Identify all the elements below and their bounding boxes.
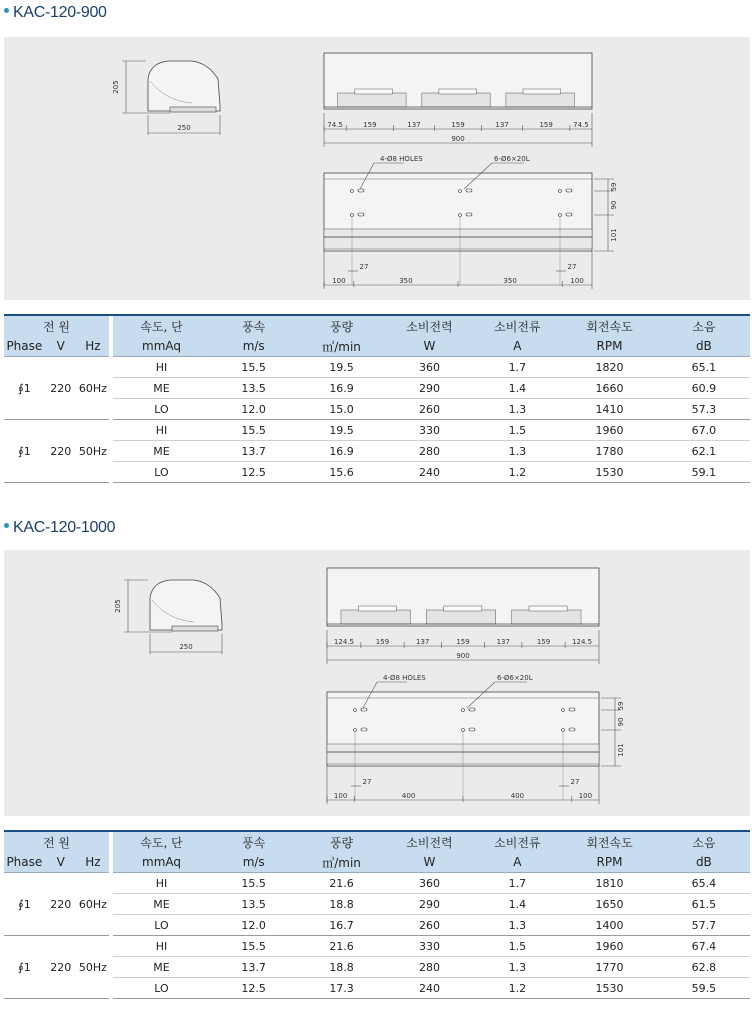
table-cell: 19.5 (298, 357, 386, 378)
unit-header: V (45, 336, 77, 357)
table-cell: 21.6 (298, 873, 386, 894)
unit-header: dB (658, 852, 750, 873)
unit-header: mmAq (113, 852, 209, 873)
slots-label: 6-Ø6×20L (494, 155, 530, 163)
phase-cell: ∮1 (4, 873, 45, 936)
table-row (4, 915, 750, 936)
unit-header: Phase (4, 852, 45, 873)
column-header: 소비전력 (386, 831, 474, 852)
dimension-label: 100 (578, 792, 593, 800)
bottom-view (324, 155, 618, 289)
table-cell: 1.2 (473, 978, 561, 999)
frequency-cell: 60Hz (77, 873, 109, 936)
column-header: 회전속도 (561, 831, 657, 852)
dimension-label: 205 (112, 80, 120, 94)
table-cell: 1.4 (473, 378, 561, 399)
dimension-label: 350 (503, 277, 517, 285)
table-cell: 12.5 (210, 978, 298, 999)
dimension-label: 137 (495, 121, 509, 129)
frequency-cell: 50Hz (77, 420, 109, 483)
table-cell: 1530 (561, 462, 657, 483)
voltage-cell: 220 (45, 873, 77, 936)
dimension-label: 100 (570, 277, 584, 285)
table-row (4, 399, 750, 420)
drawing-svg (4, 550, 750, 816)
column-header: 소음 (658, 315, 750, 336)
table-cell: 360 (386, 357, 474, 378)
dimension-label: 100 (333, 792, 348, 800)
table-cell: 1660 (561, 378, 657, 399)
dimension-label: 400 (401, 792, 416, 800)
column-header: 풍량 (298, 315, 386, 336)
table-cell: LO (113, 915, 209, 936)
frequency-cell: 60Hz (77, 357, 109, 420)
table-cell: 61.5 (658, 894, 750, 915)
dimension-label: 59 (610, 182, 618, 192)
unit-header: dB (658, 336, 750, 357)
unit-header: V (45, 852, 77, 873)
dimension-label: 250 (179, 643, 193, 651)
table-cell: 15.5 (210, 873, 298, 894)
table-cell: 12.5 (210, 462, 298, 483)
table-cell: 240 (386, 978, 474, 999)
dimension-label: 205 (114, 599, 122, 613)
table-cell: 1.5 (473, 420, 561, 441)
dimension-label: 159 (363, 121, 377, 129)
table-cell: 240 (386, 462, 474, 483)
table-cell: 57.7 (658, 915, 750, 936)
table-cell: 15.5 (210, 357, 298, 378)
power-header: 전 원 (4, 315, 109, 336)
table-cell: 15.6 (298, 462, 386, 483)
table-cell: HI (113, 357, 209, 378)
dimension-label: 27 (359, 263, 369, 271)
slots-label: 6-Ø6×20L (497, 674, 533, 682)
spec-table (4, 314, 750, 483)
table-cell: LO (113, 399, 209, 420)
table-cell: ME (113, 957, 209, 978)
dimension-label: 74.5 (573, 121, 589, 129)
table-row (4, 873, 750, 894)
dimension-label: 27 (362, 778, 372, 786)
table-cell: 260 (386, 915, 474, 936)
table-cell: 19.5 (298, 420, 386, 441)
table-cell: 1.4 (473, 894, 561, 915)
voltage-cell: 220 (45, 936, 77, 999)
table-cell: 65.1 (658, 357, 750, 378)
holes-label: 4-Ø8 HOLES (380, 155, 423, 163)
table-cell: 16.9 (298, 378, 386, 399)
table-cell: 57.3 (658, 399, 750, 420)
table-cell: 1.3 (473, 915, 561, 936)
table-row (4, 357, 750, 378)
dimension-label: 159 (539, 121, 553, 129)
spec-table (4, 830, 750, 999)
voltage-cell: 220 (45, 420, 77, 483)
table-cell: 65.4 (658, 873, 750, 894)
table-cell: 1820 (561, 357, 657, 378)
side-view (114, 580, 222, 654)
table-cell: 15.5 (210, 936, 298, 957)
table-row (4, 462, 750, 483)
table-cell: 1.3 (473, 957, 561, 978)
table-cell: HI (113, 420, 209, 441)
table-row (4, 420, 750, 441)
table-cell: 1650 (561, 894, 657, 915)
table-cell: 13.7 (210, 957, 298, 978)
table-cell: ME (113, 894, 209, 915)
phase-cell: ∮1 (4, 936, 45, 999)
column-header: 풍속 (210, 831, 298, 852)
unit-header: m/s (210, 336, 298, 357)
unit-header: A (473, 336, 561, 357)
dimension-label: 27 (570, 778, 580, 786)
section-title (4, 2, 107, 22)
table-cell: 1810 (561, 873, 657, 894)
dimension-label: 400 (510, 792, 525, 800)
table-cell: 1400 (561, 915, 657, 936)
column-header: 소비전력 (386, 315, 474, 336)
table-cell: 59.5 (658, 978, 750, 999)
unit-header: mmAq (113, 336, 209, 357)
dimension-label: 137 (496, 638, 510, 646)
table-cell: 1960 (561, 936, 657, 957)
bottom-view (327, 674, 625, 804)
table-cell: 1770 (561, 957, 657, 978)
dimension-label: 900 (451, 135, 465, 143)
dimension-label: 900 (456, 652, 470, 660)
table-cell: 18.8 (298, 957, 386, 978)
unit-header: Phase (4, 336, 45, 357)
table-cell: 1.3 (473, 441, 561, 462)
dimension-label: 90 (610, 200, 618, 210)
dimension-label: 159 (536, 638, 551, 646)
table-row (4, 378, 750, 399)
model-name: KAC-120-900 (13, 4, 107, 21)
table-cell: 15.5 (210, 420, 298, 441)
holes-label: 4-Ø8 HOLES (383, 674, 426, 682)
front-view (327, 568, 599, 664)
unit-header: W (386, 336, 474, 357)
table-cell: 18.8 (298, 894, 386, 915)
bullet-icon (4, 8, 9, 13)
side-view (112, 61, 220, 135)
column-header: 소비전류 (473, 831, 561, 852)
table-cell: 13.5 (210, 378, 298, 399)
table-cell: 1530 (561, 978, 657, 999)
dimension-label: 124.5 (572, 638, 593, 646)
table-cell: HI (113, 873, 209, 894)
dimension-label: 100 (332, 277, 346, 285)
model-name: KAC-120-1000 (13, 519, 116, 536)
dimension-label: 137 (407, 121, 421, 129)
bullet-icon (4, 523, 9, 528)
table-cell: 16.9 (298, 441, 386, 462)
technical-drawing (4, 550, 750, 816)
table-cell: 60.9 (658, 378, 750, 399)
table-cell: 280 (386, 441, 474, 462)
table-cell: 17.3 (298, 978, 386, 999)
table-cell: 1.3 (473, 399, 561, 420)
table-row (4, 936, 750, 957)
dimension-label: 350 (399, 277, 413, 285)
dimension-label: 159 (375, 638, 390, 646)
unit-header: m/s (210, 852, 298, 873)
dimension-label: 101 (617, 743, 625, 757)
table-cell: HI (113, 936, 209, 957)
table-cell: 67.4 (658, 936, 750, 957)
table-cell: 67.0 (658, 420, 750, 441)
table-cell: 59.1 (658, 462, 750, 483)
table-row (4, 978, 750, 999)
phase-cell: ∮1 (4, 420, 45, 483)
dimension-label: 74.5 (327, 121, 343, 129)
table-cell: 21.6 (298, 936, 386, 957)
unit-header: RPM (561, 336, 657, 357)
table-cell: 290 (386, 894, 474, 915)
technical-drawing (4, 37, 750, 300)
dimension-label: 101 (610, 228, 618, 242)
dimension-label: 159 (451, 121, 465, 129)
table-cell: 280 (386, 957, 474, 978)
frequency-cell: 50Hz (77, 936, 109, 999)
dimension-label: 250 (177, 124, 191, 132)
dimension-label: 159 (456, 638, 470, 646)
table-cell: 12.0 (210, 915, 298, 936)
column-header: 소비전류 (473, 315, 561, 336)
table-cell: 15.0 (298, 399, 386, 420)
dimension-label: 137 (416, 638, 430, 646)
table-row (4, 441, 750, 462)
column-header: 속도, 단 (113, 315, 209, 336)
table-cell: 62.8 (658, 957, 750, 978)
unit-header: Hz (77, 336, 109, 357)
front-view (324, 53, 592, 147)
unit-header: W (386, 852, 474, 873)
phase-cell: ∮1 (4, 357, 45, 420)
table-cell: ME (113, 441, 209, 462)
table-cell: 330 (386, 936, 474, 957)
table-cell: 12.0 (210, 399, 298, 420)
table-cell: 1780 (561, 441, 657, 462)
table-cell: 1.7 (473, 873, 561, 894)
table-cell: 290 (386, 378, 474, 399)
unit-header: A (473, 852, 561, 873)
table-row (4, 957, 750, 978)
table-cell: 62.1 (658, 441, 750, 462)
table-cell: LO (113, 462, 209, 483)
unit-header: ㎥/min (298, 852, 386, 873)
table-cell: 260 (386, 399, 474, 420)
column-header: 회전속도 (561, 315, 657, 336)
drawing-svg (4, 37, 750, 300)
table-cell: 330 (386, 420, 474, 441)
section-title (4, 517, 115, 537)
power-header: 전 원 (4, 831, 109, 852)
unit-header: Hz (77, 852, 109, 873)
dimension-label: 59 (617, 701, 625, 711)
table-cell: LO (113, 978, 209, 999)
table-cell: ME (113, 378, 209, 399)
column-header: 풍속 (210, 315, 298, 336)
dimension-label: 124.5 (333, 638, 354, 646)
table-cell: 13.7 (210, 441, 298, 462)
dimension-label: 27 (567, 263, 577, 271)
table-cell: 360 (386, 873, 474, 894)
column-header: 풍량 (298, 831, 386, 852)
table-cell: 1.2 (473, 462, 561, 483)
dimension-label: 90 (617, 717, 625, 727)
table-cell: 1410 (561, 399, 657, 420)
column-header: 소음 (658, 831, 750, 852)
voltage-cell: 220 (45, 357, 77, 420)
table-cell: 16.7 (298, 915, 386, 936)
table-row (4, 894, 750, 915)
table-cell: 13.5 (210, 894, 298, 915)
unit-header: RPM (561, 852, 657, 873)
table-cell: 1.7 (473, 357, 561, 378)
unit-header: ㎥/min (298, 336, 386, 357)
table-cell: 1.5 (473, 936, 561, 957)
table-cell: 1960 (561, 420, 657, 441)
column-header: 속도, 단 (113, 831, 209, 852)
